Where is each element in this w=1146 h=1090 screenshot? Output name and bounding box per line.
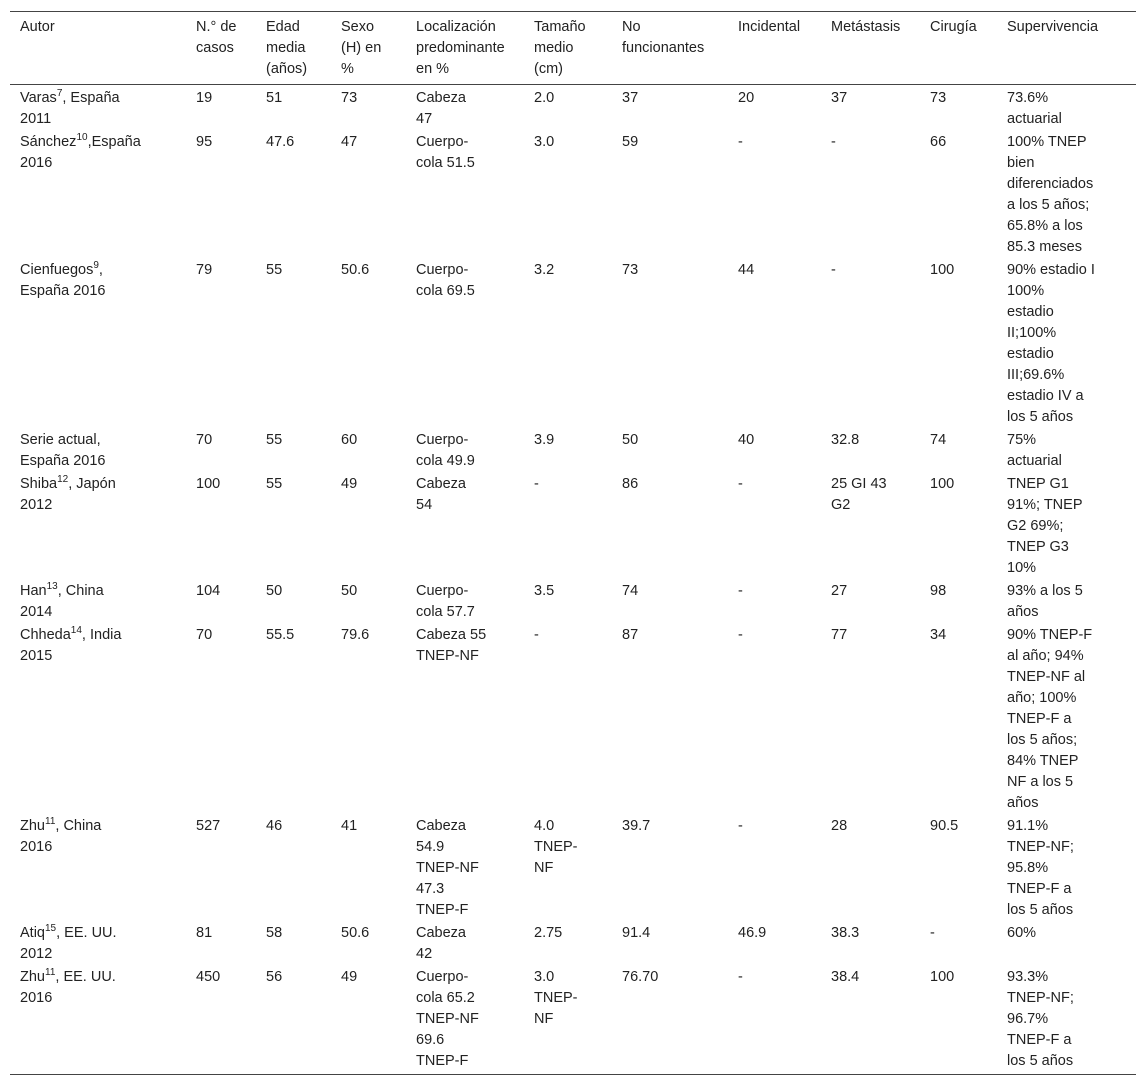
column-header: Autor — [20, 19, 55, 35]
table-cell: 75% actuarial — [1007, 432, 1062, 469]
table-row — [10, 816, 1136, 923]
table-cell: - — [738, 818, 743, 834]
author-cell — [10, 625, 186, 816]
table-cell: 50 — [622, 432, 639, 448]
column-header: Supervivencia — [1007, 19, 1099, 35]
table-cell: 3.0 TNEP- NF — [534, 969, 578, 1027]
table-cell: 55.5 — [266, 627, 295, 643]
table-cell: 46.9 — [738, 925, 767, 941]
author-name: Sánchez — [20, 134, 77, 150]
table-cell: 60 — [341, 432, 358, 448]
column-header: N.° de casos — [196, 19, 237, 56]
table-cell: - — [534, 476, 539, 492]
table-cell: 58 — [266, 925, 283, 941]
table-cell: - — [831, 134, 836, 150]
reference-number: 14 — [70, 625, 82, 636]
table-row — [10, 474, 1136, 581]
table-row — [10, 967, 1136, 1075]
table-row — [10, 625, 1136, 816]
table-cell: 51 — [266, 90, 283, 106]
column-header: Cirugía — [930, 19, 977, 35]
table-cell: 44 — [738, 262, 755, 278]
table-cell: 4.0 TNEP- NF — [534, 818, 578, 876]
table-cell: Cuerpo- cola 49.9 — [416, 432, 475, 469]
table-cell: 90% estadio I 100% estadio II;100% estadio III;69.6% estadio IV a los 5 años — [1007, 262, 1095, 425]
table-cell: 3.2 — [534, 262, 555, 278]
table-row — [10, 581, 1136, 625]
table-cell: 50.6 — [341, 262, 370, 278]
author-country-year: , China 2016 — [20, 818, 102, 855]
author-name: Chheda — [20, 627, 71, 643]
author-cell — [10, 260, 186, 430]
table-cell: 450 — [196, 969, 221, 985]
reference-number: 11 — [45, 967, 56, 978]
author-name: Atiq — [20, 925, 45, 941]
comparison-table — [10, 11, 1136, 1075]
table-cell: 47.6 — [266, 134, 295, 150]
column-header: Tamaño medio (cm) — [534, 19, 586, 77]
table-cell: 100 — [930, 476, 955, 492]
reference-number: 7 — [56, 88, 63, 99]
table-row — [10, 85, 1136, 133]
table-cell: Cuerpo- cola 57.7 — [416, 583, 475, 620]
table-cell: 28 — [831, 818, 848, 834]
table-cell: 46 — [266, 818, 283, 834]
author-name: Zhu — [20, 818, 45, 834]
reference-number: 11 — [45, 816, 56, 827]
table-cell: 49 — [341, 476, 358, 492]
table-cell: 73.6% actuarial — [1007, 90, 1062, 127]
table-cell: 2.75 — [534, 925, 563, 941]
author-name: Serie actual, España 2016 — [20, 432, 106, 469]
column-header: Sexo (H) en % — [341, 19, 382, 77]
table-cell: 77 — [831, 627, 848, 643]
table-cell: 32.8 — [831, 432, 860, 448]
table-cell: 93.3% TNEP-NF; 96.7% TNEP-F a los 5 años — [1007, 969, 1074, 1069]
author-name: Varas — [20, 90, 57, 106]
table-cell: 38.4 — [831, 969, 860, 985]
header-row — [10, 12, 1136, 85]
column-header: Localización predominante en % — [416, 19, 505, 77]
table-cell: 98 — [930, 583, 947, 599]
author-name: Shiba — [20, 476, 58, 492]
author-country-year: , India 2015 — [20, 627, 122, 664]
table-cell: 79.6 — [341, 627, 370, 643]
table-cell: 73 — [622, 262, 639, 278]
table-row — [10, 430, 1136, 474]
table-cell: 100% TNEP bien diferenciados a los 5 años; 65.8% a los 85.3 meses — [1007, 134, 1094, 255]
table-cell: 76.70 — [622, 969, 659, 985]
table-cell: 73 — [341, 90, 358, 106]
table-cell: 100 — [930, 262, 955, 278]
reference-number: 15 — [45, 923, 57, 934]
column-header: Edad media (años) — [266, 19, 308, 77]
table-cell: - — [738, 627, 743, 643]
author-cell — [10, 581, 186, 625]
table-row — [10, 260, 1136, 430]
table-cell: 50 — [341, 583, 358, 599]
author-cell — [10, 85, 186, 133]
table-cell: 3.0 — [534, 134, 555, 150]
table-cell: Cuerpo- cola 65.2 TNEP-NF 69.6 TNEP-F — [416, 969, 479, 1069]
table-cell: 104 — [196, 583, 221, 599]
author-country-year: ,España 2016 — [20, 134, 141, 171]
table-cell: 3.5 — [534, 583, 555, 599]
author-cell — [10, 474, 186, 581]
column-header: No funcionantes — [622, 19, 705, 56]
table-cell: Cabeza 55 TNEP-NF — [416, 627, 487, 664]
author-name: Zhu — [20, 969, 45, 985]
author-country-year: , España 2011 — [20, 90, 120, 127]
table-row — [10, 923, 1136, 967]
table-cell: 73 — [930, 90, 947, 106]
table-cell: 60% — [1007, 925, 1037, 941]
table-cell: 95 — [196, 134, 213, 150]
table-cell: 70 — [196, 627, 213, 643]
table-cell: - — [930, 925, 935, 941]
table-cell: 74 — [622, 583, 639, 599]
author-cell — [10, 923, 186, 967]
table-row — [10, 132, 1136, 260]
table-cell: Cabeza 42 — [416, 925, 466, 962]
table-cell: 74 — [930, 432, 947, 448]
table-cell: 40 — [738, 432, 755, 448]
author-cell — [10, 967, 186, 1075]
table-cell: 55 — [266, 476, 283, 492]
table-cell: 49 — [341, 969, 358, 985]
table-cell: 90% TNEP-F al año; 94% TNEP-NF al año; 100% TNEP-F a los 5 años; 84% TNEP NF a los 5 años — [1007, 627, 1093, 811]
table-cell: 2.0 — [534, 90, 555, 106]
table-cell: 59 — [622, 134, 639, 150]
table-cell: Cabeza 54 — [416, 476, 466, 513]
table-cell: 38.3 — [831, 925, 860, 941]
table-cell: TNEP G1 91%; TNEP G2 69%; TNEP G3 10% — [1007, 476, 1083, 576]
table-cell: 527 — [196, 818, 221, 834]
table-cell: Cuerpo- cola 51.5 — [416, 134, 475, 171]
table-cell: Cabeza 54.9 TNEP-NF 47.3 TNEP-F — [416, 818, 479, 918]
reference-number: 13 — [46, 581, 58, 592]
author-country-year: , EE. UU. 2016 — [20, 969, 116, 1006]
table-cell: 90.5 — [930, 818, 959, 834]
table-cell: 91.4 — [622, 925, 651, 941]
table-cell: 34 — [930, 627, 947, 643]
table-cell: - — [831, 262, 836, 278]
table-cell: 100 — [196, 476, 221, 492]
table-cell: 86 — [622, 476, 639, 492]
table-cell: 100 — [930, 969, 955, 985]
table-cell: 50 — [266, 583, 283, 599]
table-cell: - — [738, 969, 743, 985]
author-country-year: , EE. UU. 2012 — [20, 925, 117, 962]
table-cell: 66 — [930, 134, 947, 150]
author-name: Han — [20, 583, 47, 599]
reference-number: 10 — [76, 132, 88, 143]
table-cell: - — [738, 134, 743, 150]
author-country-year: , China 2014 — [20, 583, 104, 620]
table-cell: 87 — [622, 627, 639, 643]
table-cell: 81 — [196, 925, 213, 941]
author-cell — [10, 816, 186, 923]
reference-number: 12 — [57, 474, 69, 485]
table-cell: 20 — [738, 90, 755, 106]
table-cell: 3.9 — [534, 432, 555, 448]
table-cell: 47 — [341, 134, 358, 150]
table-cell: 25 GI 43 G2 — [831, 476, 887, 513]
table-cell: 79 — [196, 262, 213, 278]
table-cell: 37 — [831, 90, 848, 106]
table-cell: 37 — [622, 90, 639, 106]
table-cell: 91.1% TNEP-NF; 95.8% TNEP-F a los 5 años — [1007, 818, 1074, 918]
table-cell: - — [534, 627, 539, 643]
table-cell: Cuerpo- cola 69.5 — [416, 262, 475, 299]
table-cell: 39.7 — [622, 818, 651, 834]
table-cell: 50.6 — [341, 925, 370, 941]
table-cell: 55 — [266, 262, 283, 278]
author-name: Cienfuegos — [20, 262, 94, 278]
table-cell: 55 — [266, 432, 283, 448]
author-country-year: , Japón 2012 — [20, 476, 116, 513]
table-cell: 56 — [266, 969, 283, 985]
column-header: Metástasis — [831, 19, 901, 35]
table-cell: 19 — [196, 90, 213, 106]
table-cell: - — [738, 476, 743, 492]
column-header: Incidental — [738, 19, 801, 35]
table-cell: 70 — [196, 432, 213, 448]
table-body — [10, 85, 1136, 1075]
table-header — [10, 12, 1136, 85]
table-cell: - — [738, 583, 743, 599]
table-cell: 93% a los 5 años — [1007, 583, 1083, 620]
table-cell: 41 — [341, 818, 358, 834]
table-cell: 27 — [831, 583, 848, 599]
table-cell: Cabeza 47 — [416, 90, 466, 127]
author-cell — [10, 132, 186, 260]
author-country-year: , España 2016 — [20, 262, 106, 299]
reference-number: 9 — [93, 260, 99, 271]
author-cell — [10, 430, 186, 474]
